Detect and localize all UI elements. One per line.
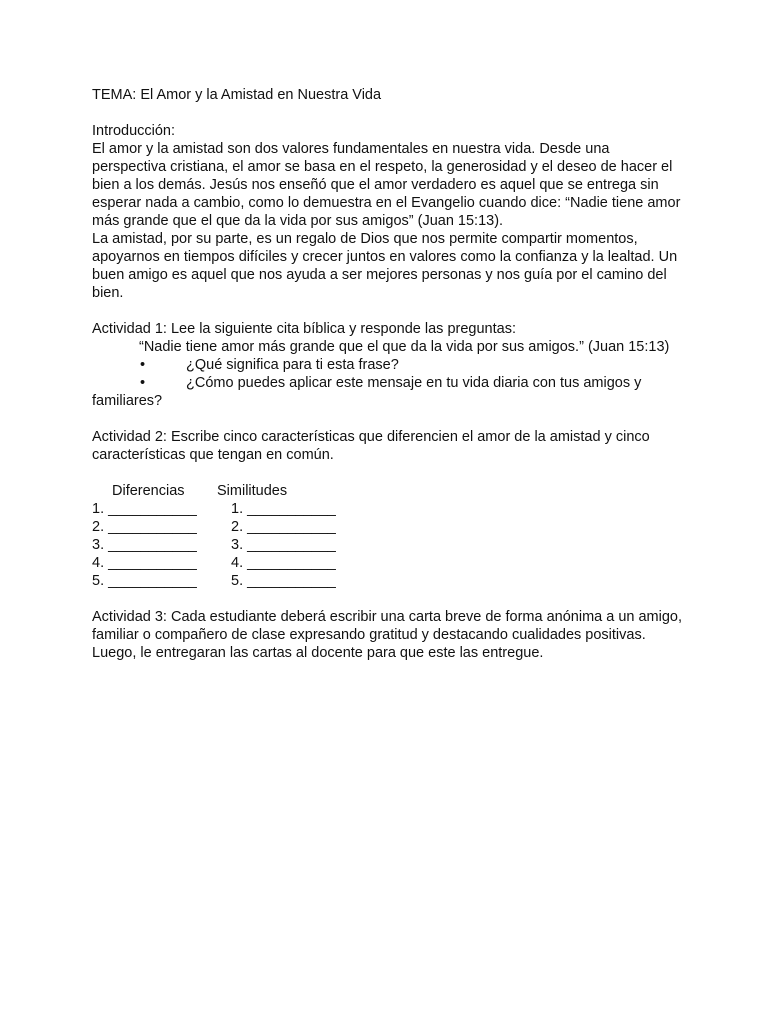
intro-heading: Introducción: <box>92 123 176 139</box>
diferencia-blank: 4. ___________ <box>92 555 197 571</box>
comparison-row <box>92 536 682 554</box>
spacer <box>92 590 682 608</box>
bullet-icon: • <box>140 357 146 373</box>
question-text: ¿Cómo puedes aplicar este mensaje en tu vida diaria con tus amigos y <box>186 375 642 391</box>
question-text: ¿Qué significa para ti esta frase? <box>186 357 399 373</box>
activity2-line: Actividad 2: Escribe cinco características que diferencien el amor de la amistad y cinco <box>92 429 650 445</box>
document-body <box>92 86 682 662</box>
document-title: TEMA: El Amor y la Amistad en Nuestra Vida <box>92 87 382 103</box>
activity3-line: Actividad 3: Cada estudiante deberá escribir una carta breve de forma anónima a un amigo, <box>92 609 683 625</box>
similitud-blank: 2. ___________ <box>231 519 336 535</box>
comparison-row <box>92 572 682 590</box>
activity1-question-1 <box>92 356 682 374</box>
intro-line: bien a los demás. Jesús nos enseñó que el amor verdadero es aquel que se entrega sin <box>92 177 659 193</box>
comparison-table-header <box>92 482 682 500</box>
similitud-blank: 4. ___________ <box>231 555 336 571</box>
intro-line: más grande que el que da la vida por sus amigos” (Juan 15:13). <box>92 213 504 229</box>
diferencia-blank: 5. ___________ <box>92 573 197 589</box>
column-header-diferencias: Diferencias <box>112 483 185 499</box>
intro-line: apoyarnos en tiempos difíciles y crecer juntos en valores como la confianza y la lealtad. Un <box>92 249 678 265</box>
comparison-row <box>92 500 682 518</box>
diferencia-blank: 3. ___________ <box>92 537 197 553</box>
activity3-line: Luego, le entregaran las cartas al docente para que este las entregue. <box>92 645 544 661</box>
activity3-line: familiar o compañero de clase expresando gratitud y destacando cualidades positivas. <box>92 627 646 643</box>
activity1-question-2 <box>92 374 682 392</box>
activity1-heading: Actividad 1: Lee la siguiente cita bíblica y responde las preguntas: <box>92 321 516 337</box>
intro-line: bien. <box>92 285 124 301</box>
activity2-line: características que tengan en común. <box>92 447 334 463</box>
spacer <box>92 410 682 428</box>
spacer <box>92 104 682 122</box>
comparison-row <box>92 554 682 572</box>
intro-line: buen amigo es aquel que nos ayuda a ser mejores personas y nos guía por el camino del <box>92 267 667 283</box>
intro-line: La amistad, por su parte, es un regalo de Dios que nos permite compartir momentos, <box>92 231 638 247</box>
comparison-row <box>92 518 682 536</box>
similitud-blank: 5. ___________ <box>231 573 336 589</box>
intro-line: perspectiva cristiana, el amor se basa en el respeto, la generosidad y el deseo de hacer el <box>92 159 673 175</box>
diferencia-blank: 1. ___________ <box>92 501 197 517</box>
activity1-question-2-cont: familiares? <box>92 393 163 409</box>
column-header-similitudes: Similitudes <box>217 483 288 499</box>
intro-line: El amor y la amistad son dos valores fundamentales en nuestra vida. Desde una <box>92 141 610 157</box>
activity1-quote: “Nadie tiene amor más grande que el que da la vida por sus amigos.” (Juan 15:13) <box>139 339 670 355</box>
bullet-icon: • <box>140 375 146 391</box>
similitud-blank: 3. ___________ <box>231 537 336 553</box>
diferencia-blank: 2. ___________ <box>92 519 197 535</box>
spacer <box>92 302 682 320</box>
spacer <box>92 464 682 482</box>
intro-line: esperar nada a cambio, como lo demuestra en el Evangelio cuando dice: “Nadie tiene amor <box>92 195 681 211</box>
similitud-blank: 1. ___________ <box>231 501 336 517</box>
